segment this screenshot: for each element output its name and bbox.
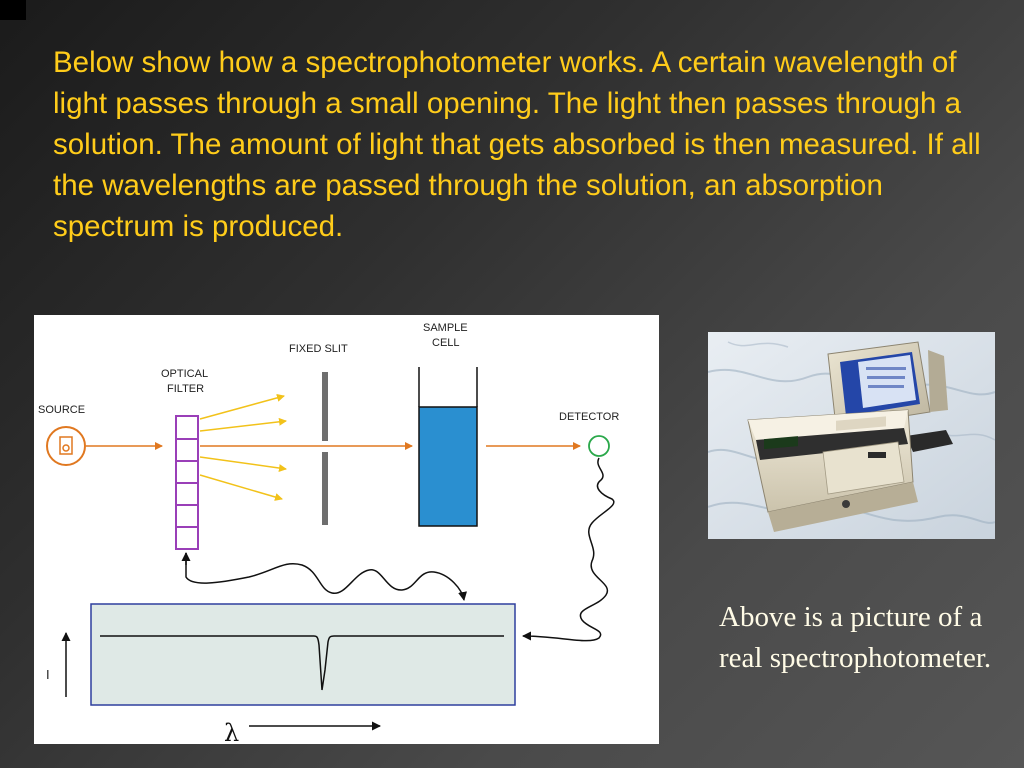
- photo-caption: Above is a picture of a real spectrophotometer.: [719, 601, 992, 674]
- detector: [589, 436, 609, 456]
- filter-label-line-2: FILTER: [167, 383, 205, 395]
- cell-label-line-2: CELL: [432, 337, 460, 349]
- intro-paragraph: Below show how a spectrophotometer works. A certain wavelength of light passes through a small opening. The light then passes through a solution. The amount of light that gets absorbed is then measured. If all the wavelengths are passed through the solution, an absorption spectrum is produced.: [53, 46, 981, 243]
- x-axis-label: λ: [224, 719, 240, 744]
- source-label: SOURCE: [38, 404, 86, 416]
- light-source: [47, 427, 85, 465]
- y-axis-label: I: [46, 667, 50, 682]
- spectrophotometer-diagram: [34, 315, 659, 744]
- filter-to-plot-connector: [186, 553, 464, 600]
- filter-label-line-1: OPTICAL: [161, 368, 209, 380]
- absorption-plot: [91, 604, 515, 705]
- cell-label-line-1: SAMPLE: [423, 322, 468, 334]
- slit-label: FIXED SLIT: [289, 343, 348, 355]
- detector-to-plot-connector: [523, 458, 614, 641]
- optical-filter: [176, 416, 198, 549]
- scattered-rays: [200, 396, 286, 499]
- fixed-slit: [322, 372, 328, 525]
- corner-mark: [0, 0, 26, 20]
- spectrophotometer-photo: [708, 332, 995, 539]
- sample-cell: [419, 367, 477, 526]
- detector-label: DETECTOR: [559, 411, 620, 423]
